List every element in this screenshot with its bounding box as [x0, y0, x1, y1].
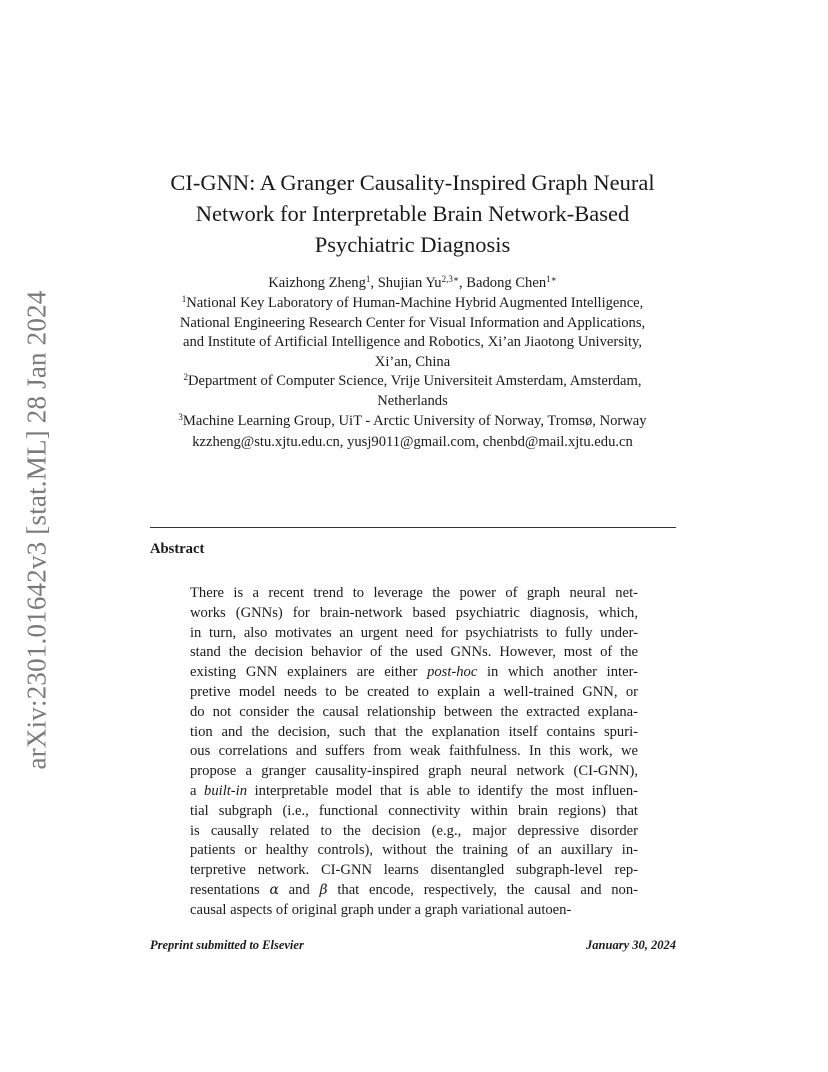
- affiliation-mark: 1: [181, 294, 187, 304]
- abstract-line: [190, 683, 638, 703]
- abstract-text: tial subgraph (i.e., functional connectivity within brain regions) that: [190, 802, 638, 819]
- abstract-line: [190, 881, 638, 901]
- affiliation-1: [140, 294, 685, 372]
- affiliation-2: [140, 372, 685, 411]
- affiliation-mark: 3: [178, 412, 183, 422]
- section-divider: [150, 527, 676, 528]
- arxiv-identifier-stamp: arXiv:2301.01642v3 [stat.ML] 28 Jan 2024: [21, 290, 52, 770]
- abstract-text: in which another inter-: [477, 664, 638, 681]
- abstract-line: [190, 802, 638, 822]
- abstract-line: [190, 901, 638, 921]
- affiliation-line: National Key Laboratory of Human-Machine Hybrid Augmented Intelligence,: [186, 295, 644, 311]
- title-line: Psychiatric Diagnosis: [314, 232, 511, 257]
- abstract-text: propose a granger causality-inspired graph neural network (CI-GNN),: [190, 763, 638, 780]
- affiliation-line: Department of Computer Science, Vrije Universiteit Amsterdam, Amsterdam,: [187, 373, 642, 389]
- abstract-line: [190, 841, 638, 861]
- abstract-line: [190, 703, 638, 723]
- abstract-line: [190, 663, 638, 683]
- affiliation-line: Xi’an, China: [374, 353, 451, 370]
- abstract-line: [190, 822, 638, 842]
- author-emails: kzzheng@stu.xjtu.edu.cn, yusj9011@gmail.com, chenbd@mail.xjtu.edu.cn: [192, 434, 633, 450]
- abstract-text: works (GNNs) for brain-network based psychiatric diagnosis, which,: [190, 604, 638, 621]
- abstract-emphasis: post-hoc: [427, 664, 478, 681]
- abstract-text: tion and the decision, such that the explanation itself contains spuri-: [190, 723, 638, 740]
- abstract-text: terpretive network. CI-GNN learns disentangled subgraph-level rep-: [190, 862, 638, 879]
- author-name: Kaizhong Zheng: [268, 275, 366, 291]
- author-list: Kaizhong Zheng$^1$, Shujian $Yu^{2,3∗}$, Badong Chen$^{1∗}$: [268, 274, 557, 291]
- author-affiliation-mark: 2,3∗: [441, 274, 459, 284]
- abstract-line: [190, 861, 638, 881]
- abstract-line: [190, 643, 638, 663]
- abstract-text: that encode, respectively, the causal and non-: [327, 881, 638, 898]
- preprint-date: January 30, 2024: [586, 938, 676, 952]
- abstract-heading: Abstract: [150, 541, 205, 557]
- affiliation-line: Machine Learning Group, UiT - Arctic University of Norway, Tromsø, Norway: [182, 413, 647, 429]
- author-name: Shujian Yu: [377, 275, 442, 291]
- paper-title: [140, 167, 685, 260]
- abstract-line: [190, 723, 638, 743]
- abstract-line: [190, 604, 638, 624]
- abstract-text: is causally related to the decision (e.g., major depressive disorder: [190, 822, 638, 839]
- abstract-text: interpretable model that is able to identify the most influen-: [247, 782, 638, 799]
- abstract-text: in turn, also motivates an urgent need for psychiatrists to fully under-: [190, 624, 638, 641]
- abstract-text: There is a recent trend to leverage the power of graph neural net-: [190, 585, 638, 601]
- abstract-line: [190, 742, 638, 762]
- author-affiliation-mark: 1∗: [546, 274, 557, 284]
- abstract-emphasis: built-in: [204, 782, 248, 799]
- abstract-text: a: [190, 782, 205, 799]
- abstract-text: existing GNN explainers are either: [190, 664, 428, 681]
- abstract-text: causal aspects of original graph under a graph variational autoen-: [190, 901, 572, 918]
- abstract-text: patients or healthy controls), without the training of an auxillary in-: [190, 842, 638, 859]
- affiliation-line: and Institute of Artificial Intelligence and Robotics, Xi’an Jiaotong University,: [182, 334, 643, 350]
- affiliation-3: [140, 412, 685, 432]
- title-line: Network for Interpretable Brain Network-Based: [195, 201, 630, 226]
- author-affiliation-mark: 1: [365, 274, 371, 284]
- abstract-text: pretive model needs to be created to explain a well-trained GNN, or: [190, 683, 638, 700]
- abstract-line: [190, 782, 638, 802]
- affiliation-line: Netherlands: [377, 392, 448, 409]
- abstract-line: [190, 624, 638, 644]
- abstract-line: [190, 762, 638, 782]
- abstract-text: resentations: [190, 881, 270, 898]
- abstract-math-symbol: α: [269, 881, 279, 898]
- affiliation-mark: 2: [183, 372, 188, 382]
- abstract-text: stand the decision behavior of the used GNNs. However, most of the: [190, 644, 638, 661]
- abstract-text: ous correlations and suffers from weak faithfulness. In this work, we: [190, 743, 638, 760]
- title-line: CI-GNN: A Granger Causality-Inspired Graph Neural: [170, 170, 655, 195]
- abstract-text: and: [278, 881, 320, 898]
- affiliation-line: National Engineering Research Center for Visual Information and Applications,: [179, 314, 646, 331]
- preprint-note: Preprint submitted to Elsevier: [150, 938, 304, 952]
- author-name: Badong Chen: [466, 275, 547, 291]
- abstract-math-symbol: β: [319, 881, 328, 898]
- abstract-line: [190, 584, 638, 604]
- abstract-body: [190, 584, 638, 921]
- abstract-text: do not consider the causal relationship between the extracted explana-: [190, 703, 638, 720]
